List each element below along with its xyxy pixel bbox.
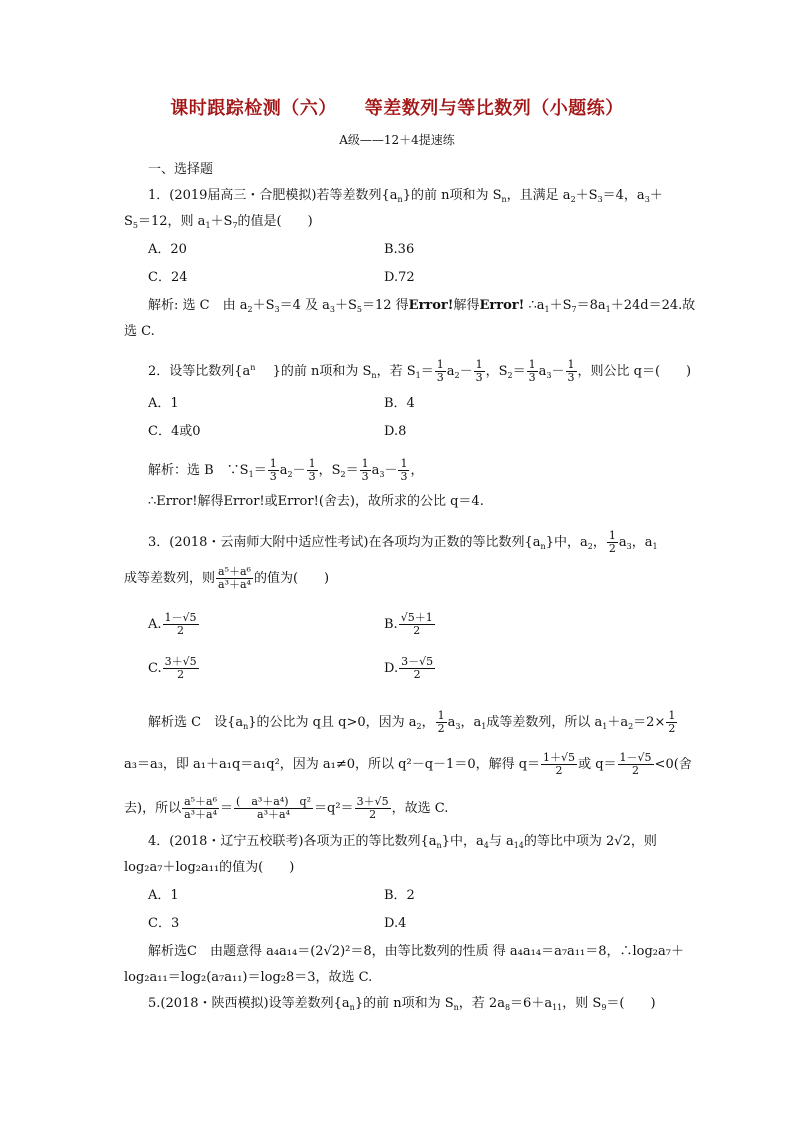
q1-option-c: C．24 [148, 270, 188, 285]
q3-stem-line1: 3．(2018・云南师大附中适应性考试)在各项均为正数的等比数列$\{a_n\}$中，$a_2$， $\frac{1}{2}$ $a_3$，$a_1$ [148, 529, 658, 555]
q2-option-d: D.8 [384, 424, 407, 439]
q2-option-b: B．4 [384, 396, 415, 411]
q4-answer-line2: log₂a₁₁＝log₂(a₇a₁₁)＝log₂8＝3，故选 C. [124, 970, 373, 985]
q4-stem-line1: 4．(2018・辽宁五校联考)各项为正的等比数列$\{a_n\}$中，$a_4$与 $a_{14}$的等比中项为 2√2，则 [148, 834, 657, 850]
q1-option-a: A．20 [148, 242, 187, 257]
q3-answer-line3: 去)，所以 $\frac{\text{a⁵＋a⁶}}{\text{a³＋a⁴}}$ ＝ $\frac{\text{( a³＋a⁴) q²}}{\text{a³＋a⁴}}$ ＝q²＝ $\frac{3+√5}{2}$ ，故选 C. [124, 795, 449, 821]
q1-answer-line2: 选 C. [124, 324, 155, 339]
q3-answer-line1: 解析选 C 设$\{a_n\}$的公比为 q且 q>0，因为 $a_2$， $\frac{1}{2}$ $a_3$，$a_1$成等差数列，所以 $a_1+a_2=2\times$ $\frac{1}{2}$ [148, 709, 676, 735]
q2-option-a: A．1 [148, 396, 179, 411]
subtitle: A级——12＋4提速练 [339, 133, 455, 147]
q3-option-b: B. $\frac{√5+1}{2}$ [384, 611, 433, 637]
q4-option-c: C．3 [148, 916, 180, 931]
q3-option-a: A. $\frac{1-√5}{2}$ [148, 611, 197, 637]
q4-stem-line2: log₂a₇＋log₂a₁₁的值为( ) [124, 860, 295, 875]
q2-option-c: C．4或0 [148, 424, 201, 439]
q3-option-c: C. $\frac{3+√5}{2}$ [148, 655, 197, 681]
q4-option-b: B．2 [384, 888, 415, 903]
q2-answer-line2: ∴Error!解得Error!或Error!(舍去)，故所求的公比 q＝4. [148, 494, 484, 509]
q4-answer-line1: 解析选C 由题意得 a₄a₁₄＝(2√2)²＝8，由等比数列的性质 得 a₄a₁₄＝a₇a₁₁＝8，∴log₂a₇＋ [148, 944, 684, 959]
q3-stem-line2: 成等差数列，则 $\frac{\text{a⁵＋a⁶}}{\text{a³＋a⁴}}$ 的值为( ) [124, 565, 330, 591]
q1-stem-line2: $S_5=12$，则 $a_1+S_7$的值是( ) [124, 214, 313, 230]
q2-stem: 2．设等比数列{$a^n$ }的前 n项和为 $S_n$，若 $S_1=$ $\frac{1}{3}$ $a_2-$ $\frac{1}{3}$ ，$S_2=$ $\frac{1}{3}$ $a_3-$ $\frac{1}{3}$ ，则公比 q＝( ) [148, 358, 692, 384]
q4-option-d: D.4 [384, 916, 407, 931]
q1-option-b: B.36 [384, 242, 415, 257]
q3-answer-line2: a₃＝a₃，即 a₁＋a₁q＝a₁q²，因为 a₁≠0，所以 q²－q－1＝0，解得 q＝ $\frac{1+√5}{2}$ 或 q＝ $\frac{1-√5}{2}$ <0(舍 [124, 751, 692, 777]
q2-answer-line1: 解析：选 B $\because S_1=$ $\frac{1}{3}$ $a_2-$ $\frac{1}{3}$ ，$S_2=$ $\frac{1}{3}$ $a_3-$ $\frac{1}{3}$ ， [148, 457, 424, 483]
q3-option-d: D. $\frac{3-√5}{2}$ [384, 655, 434, 681]
title-left: 课时跟踪检测（六） [170, 98, 337, 119]
q5-stem: 5.(2018・陕西模拟)设等差数列$\{a_n\}$的前 n项和为 $S_n$，若 $2a_8=6+a_{11}$，则 $S_9=$( ) [148, 996, 656, 1012]
q1-stem-line1: 1．(2019届高三・合肥模拟)若等差数列$\{a_n\}$的前 n项和为 $S_n$，且满足 $a_2+S_3=4$，$a_3+$ [148, 188, 663, 204]
q1-answer-line1: 解析: 选 C 由 $a_2+S_3=4$ 及 $a_3+S_5=12$ 得Error!解得Error! $\therefore a_1+S_7=8a_1+24d=24$.故 [148, 298, 696, 314]
title-right: 等差数列与等比数列（小题练） [364, 98, 624, 119]
q1-option-d: D.72 [384, 270, 415, 285]
q4-option-a: A．1 [148, 888, 179, 903]
section-heading: 一、选择题 [148, 162, 214, 177]
page-title [0, 94, 794, 120]
